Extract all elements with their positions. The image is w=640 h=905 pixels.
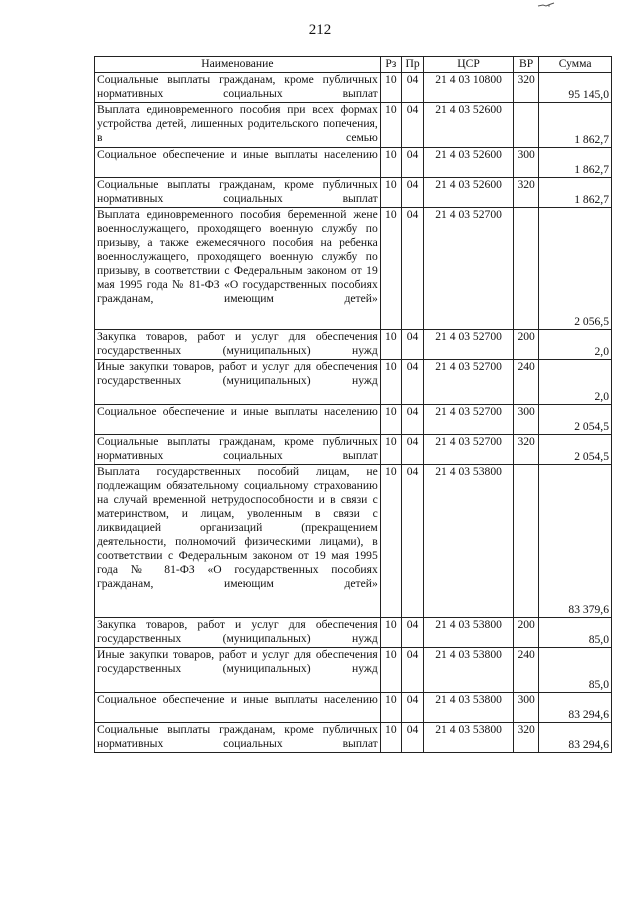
row-vr: 320 <box>514 73 539 103</box>
row-csr: 21 4 03 53800 <box>424 723 514 753</box>
row-sum: 83 379,6 <box>539 465 612 618</box>
row-sum: 2,0 <box>539 330 612 360</box>
row-name: Социальное обеспечение и иные выплаты населению <box>95 148 381 178</box>
budget-table <box>94 56 612 753</box>
header-csr: ЦСР <box>424 57 514 73</box>
row-name: Социальное обеспечение и иные выплаты населению <box>95 693 381 723</box>
table-row <box>95 465 612 618</box>
table-row <box>95 405 612 435</box>
table-header-row <box>95 57 612 73</box>
table-row <box>95 693 612 723</box>
row-pr: 04 <box>401 103 423 148</box>
row-sum: 83 294,6 <box>539 723 612 753</box>
row-csr: 21 4 03 53800 <box>424 465 514 618</box>
row-vr: 240 <box>514 648 539 693</box>
row-sum: 95 145,0 <box>539 73 612 103</box>
row-csr: 21 4 03 10800 <box>424 73 514 103</box>
row-sum: 2 056,5 <box>539 208 612 330</box>
row-name: Закупка товаров, работ и услуг для обеспечения государственных (муниципальных) нужд <box>95 330 381 360</box>
row-sum: 85,0 <box>539 648 612 693</box>
row-sum: 85,0 <box>539 618 612 648</box>
row-csr: 21 4 03 52600 <box>424 178 514 208</box>
table-row <box>95 148 612 178</box>
row-vr <box>514 208 539 330</box>
row-pr: 04 <box>401 73 423 103</box>
table-row <box>95 648 612 693</box>
header-vr: ВР <box>514 57 539 73</box>
row-sum: 2 054,5 <box>539 435 612 465</box>
row-vr: 200 <box>514 618 539 648</box>
row-rz: 10 <box>380 360 401 405</box>
table-row <box>95 618 612 648</box>
row-name: Социальные выплаты гражданам, кроме публичных нормативных социальных выплат <box>95 435 381 465</box>
table-row <box>95 360 612 405</box>
row-pr: 04 <box>401 208 423 330</box>
row-pr: 04 <box>401 330 423 360</box>
row-sum: 2,0 <box>539 360 612 405</box>
row-name: Выплата единовременного пособия при всех формах устройства детей, лишенных родительского попечения, в семью <box>95 103 381 148</box>
row-csr: 21 4 03 53800 <box>424 693 514 723</box>
table-row <box>95 103 612 148</box>
row-pr: 04 <box>401 178 423 208</box>
row-rz: 10 <box>380 208 401 330</box>
row-vr: 300 <box>514 405 539 435</box>
row-rz: 10 <box>380 693 401 723</box>
row-vr: 300 <box>514 693 539 723</box>
row-csr: 21 4 03 52700 <box>424 208 514 330</box>
row-name: Выплата единовременного пособия беременной жене военнослужащего, проходящего военную службу по призыву, а также ежемесячного пособия на ребенка военнослужащего, проходящего военную службу по призыву, в соответствии с Федеральным законом от 19 мая 1995 года № 81-ФЗ «О государственных пособиях гражданам, имеющим детей» <box>95 208 381 330</box>
row-pr: 04 <box>401 148 423 178</box>
row-vr <box>514 465 539 618</box>
row-rz: 10 <box>380 618 401 648</box>
header-sum: Сумма <box>539 57 612 73</box>
row-rz: 10 <box>380 435 401 465</box>
page-number: 212 <box>308 22 332 38</box>
row-pr: 04 <box>401 648 423 693</box>
row-vr <box>514 103 539 148</box>
row-rz: 10 <box>380 103 401 148</box>
header-name: Наименование <box>95 57 381 73</box>
row-pr: 04 <box>401 693 423 723</box>
header-pr: Пр <box>401 57 423 73</box>
row-name: Социальное обеспечение и иные выплаты населению <box>95 405 381 435</box>
row-csr: 21 4 03 53800 <box>424 618 514 648</box>
row-name: Иные закупки товаров, работ и услуг для обеспечения государственных (муниципальных) нужд <box>95 360 381 405</box>
row-sum: 2 054,5 <box>539 405 612 435</box>
row-pr: 04 <box>401 618 423 648</box>
row-pr: 04 <box>401 435 423 465</box>
table-row <box>95 435 612 465</box>
row-vr: 320 <box>514 435 539 465</box>
row-sum: 1 862,7 <box>539 148 612 178</box>
row-rz: 10 <box>380 648 401 693</box>
row-pr: 04 <box>401 405 423 435</box>
row-pr: 04 <box>401 723 423 753</box>
row-rz: 10 <box>380 723 401 753</box>
row-rz: 10 <box>380 465 401 618</box>
row-vr: 320 <box>514 178 539 208</box>
row-rz: 10 <box>380 330 401 360</box>
row-name: Закупка товаров, работ и услуг для обеспечения государственных (муниципальных) нужд <box>95 618 381 648</box>
table-row <box>95 330 612 360</box>
row-csr: 21 4 03 52600 <box>424 148 514 178</box>
table-row <box>95 178 612 208</box>
row-csr: 21 4 03 52600 <box>424 103 514 148</box>
row-pr: 04 <box>401 360 423 405</box>
scan-mark <box>537 2 555 8</box>
row-name: Социальные выплаты гражданам, кроме публичных нормативных социальных выплат <box>95 178 381 208</box>
header-rz: Рз <box>380 57 401 73</box>
row-csr: 21 4 03 52700 <box>424 330 514 360</box>
table-row <box>95 73 612 103</box>
row-rz: 10 <box>380 148 401 178</box>
row-csr: 21 4 03 52700 <box>424 405 514 435</box>
row-sum: 1 862,7 <box>539 103 612 148</box>
row-csr: 21 4 03 53800 <box>424 648 514 693</box>
row-vr: 200 <box>514 330 539 360</box>
row-name: Социальные выплаты гражданам, кроме публичных нормативных социальных выплат <box>95 723 381 753</box>
row-rz: 10 <box>380 73 401 103</box>
row-csr: 21 4 03 52700 <box>424 360 514 405</box>
row-name: Выплата государственных пособий лицам, не подлежащим обязательному социальному страхованию на случай временной нетрудоспособности и в связи с материнством, и лицам, уволенным в связи с ликвидацией организаций (прекращением деятельности, полномочий физическими лицами), в соответствии с Федеральным законом от 19 мая 1995 года № 81-ФЗ «О государственных пособиях гражданам, имеющим детей» <box>95 465 381 618</box>
row-sum: 1 862,7 <box>539 178 612 208</box>
row-vr: 240 <box>514 360 539 405</box>
row-rz: 10 <box>380 405 401 435</box>
row-vr: 320 <box>514 723 539 753</box>
table-row <box>95 208 612 330</box>
table-row <box>95 723 612 753</box>
row-name: Социальные выплаты гражданам, кроме публичных нормативных социальных выплат <box>95 73 381 103</box>
row-vr: 300 <box>514 148 539 178</box>
row-csr: 21 4 03 52700 <box>424 435 514 465</box>
row-name: Иные закупки товаров, работ и услуг для обеспечения государственных (муниципальных) нужд <box>95 648 381 693</box>
row-pr: 04 <box>401 465 423 618</box>
row-rz: 10 <box>380 178 401 208</box>
row-sum: 83 294,6 <box>539 693 612 723</box>
